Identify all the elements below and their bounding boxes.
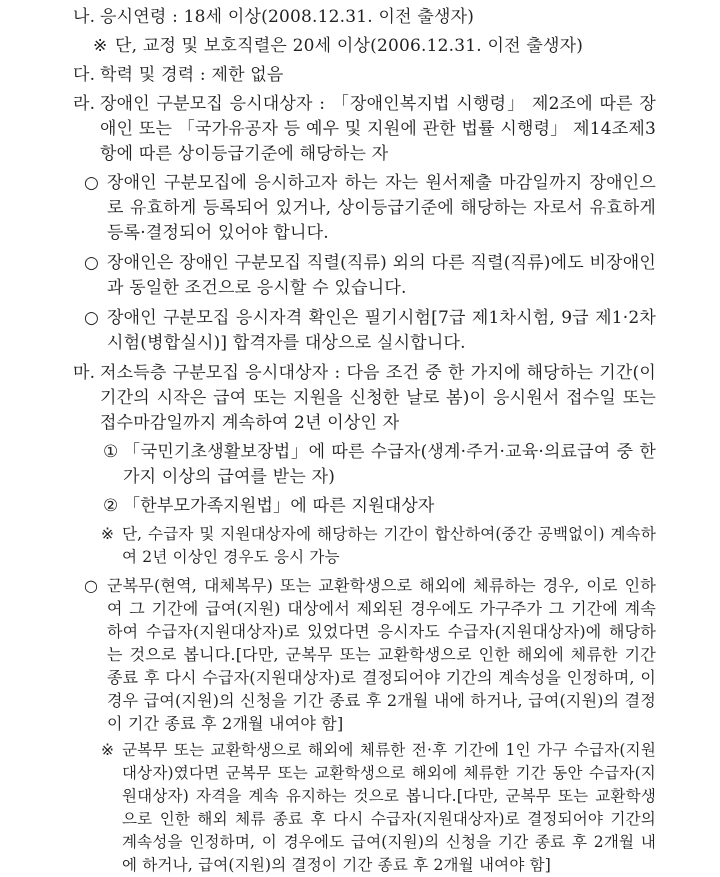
numbered-text: 「국민기초생활보장법」에 따른 수급자(생계·주거·교육·의료급여 중 한 가지 이상의 급여를 받는 자): [123, 442, 656, 487]
bullet-disabled-verification: [73, 306, 656, 356]
circle-bullet: ○: [84, 173, 100, 193]
bullet-text: 장애인 구분모집에 응시하고자 하는 자는 원서제출 마감일까지 장애인으로 유효하게 등록되어 있거나, 상이등급기준에 해당하는 자로서 유효하게 등록·결정되어 있어야 합니다.: [107, 173, 656, 243]
numbered-single-parent-act: [73, 494, 656, 519]
bullet-text: 군복무(현역, 대체복무) 또는 교환학생으로 해외에 체류하는 경우, 이로 인하여 그 기간에 급여(지원) 대상에서 제외된 경우에도 가구주가 그 기간에 계속하여 수급자(지원대상자)로 있었다면 응시자도 수급자(지원대상자)에 해당하는 것으로 봅니다.[다만, 군복무 또는 교환학생으로 인한 해외에 체류한 기간 종료 후 다시 수급자(지원대상자)로 결정되어야 기간의 계속성을 인정하며, 이 경우 급여(지원)의 신청을 기간 종료 후 2개월 내에 하거나, 급여(지원)의 결정이 기간 종료 후 2개월 내여야 함]: [107, 576, 656, 733]
item-age-requirement: [73, 5, 656, 30]
item-text: 저소득층 구분모집 응시대상자 : 다음 조건 중 한 가지에 해당하는 기간(이 기간의 시작은 급여 또는 지원을 신청한 날로 봄)이 응시원서 접수일 또는 접수마감일까지 계속하여 2년 이상인 자: [100, 363, 656, 433]
bullet-disabled-other-series: [73, 251, 656, 301]
bullet-disabled-registration: [73, 171, 656, 246]
circle-bullet: ○: [84, 253, 100, 273]
item-marker: 나.: [73, 7, 96, 27]
note-text: 군복무 또는 교환학생으로 해외에 체류한 전·후 기간에 1인 가구 수급자(지원대상자)였다면 군복무 또는 교환학생으로 해외에 체류한 기간 동안 수급자(지원대상자) 자격을 계속 유지하는 것으로 봅니다.[다만, 군복무 또는 교환학생으로 인한 해외 체류 종료 후 다시 수급자(지원대상자)로 결정되어야 기간의 계속성을 인정하며, 이 경우에도 급여(지원)의 신청을 기간 종료 후 2개월 내에 하거나, 급여(지원)의 결정이 기간 종료 후 2개월 내여야 함]: [122, 741, 656, 874]
bullet-text: 장애인 구분모집 응시자격 확인은 필기시험[7급 제1차시험, 9급 제1·2차시험(병합실시)] 합격자를 대상으로 실시합니다.: [107, 308, 656, 353]
circle-bullet: ○: [84, 576, 99, 595]
item-disabled-recruitment: [73, 92, 656, 167]
item-text: 응시연령 : 18세 이상(2008.12.31. 이전 출생자): [100, 7, 475, 27]
note-military-single-household: [73, 739, 656, 877]
note-text: 단, 수급자 및 지원대상자에 해당하는 기간이 합산하여(중간 공백없이) 계속하여 2년 이상인 경우도 응시 가능: [122, 525, 656, 566]
item-text: 장애인 구분모집 응시대상자 : 「장애인복지법 시행령」 제2조에 따른 장애인 또는 「국가유공자 등 예우 및 지원에 관한 법률 시행령」 제14조제3항에 따른 상이등급기준에 해당하는 자: [100, 94, 656, 164]
circled-number: ①: [103, 442, 119, 462]
circled-number: ②: [103, 496, 119, 516]
circle-bullet: ○: [84, 308, 100, 328]
item-marker: 다.: [73, 65, 96, 85]
note-combined-period: [73, 523, 656, 569]
reference-mark: ※: [101, 525, 115, 543]
bullet-military-overseas-stay: [73, 574, 656, 735]
reference-mark: ※: [101, 741, 115, 759]
item-marker: 마.: [73, 363, 96, 383]
item-marker: 라.: [73, 94, 96, 114]
numbered-basic-livelihood-act: [73, 440, 656, 490]
item-text: 학력 및 경력 : 제한 없음: [100, 65, 284, 85]
numbered-text: 「한부모가족지원법」에 따른 지원대상자: [123, 496, 435, 516]
bullet-text: 장애인은 장애인 구분모집 직렬(직류) 외의 다른 직렬(직류)에도 비장애인과 동일한 조건으로 응시할 수 있습니다.: [107, 253, 656, 298]
note-text: 단, 교정 및 보호직렬은 20세 이상(2006.12.31. 이전 출생자): [115, 36, 584, 56]
note-age-exception: [73, 34, 656, 59]
item-education-career: [73, 63, 656, 88]
reference-mark: ※: [93, 36, 108, 56]
item-low-income-recruitment: [73, 361, 656, 436]
